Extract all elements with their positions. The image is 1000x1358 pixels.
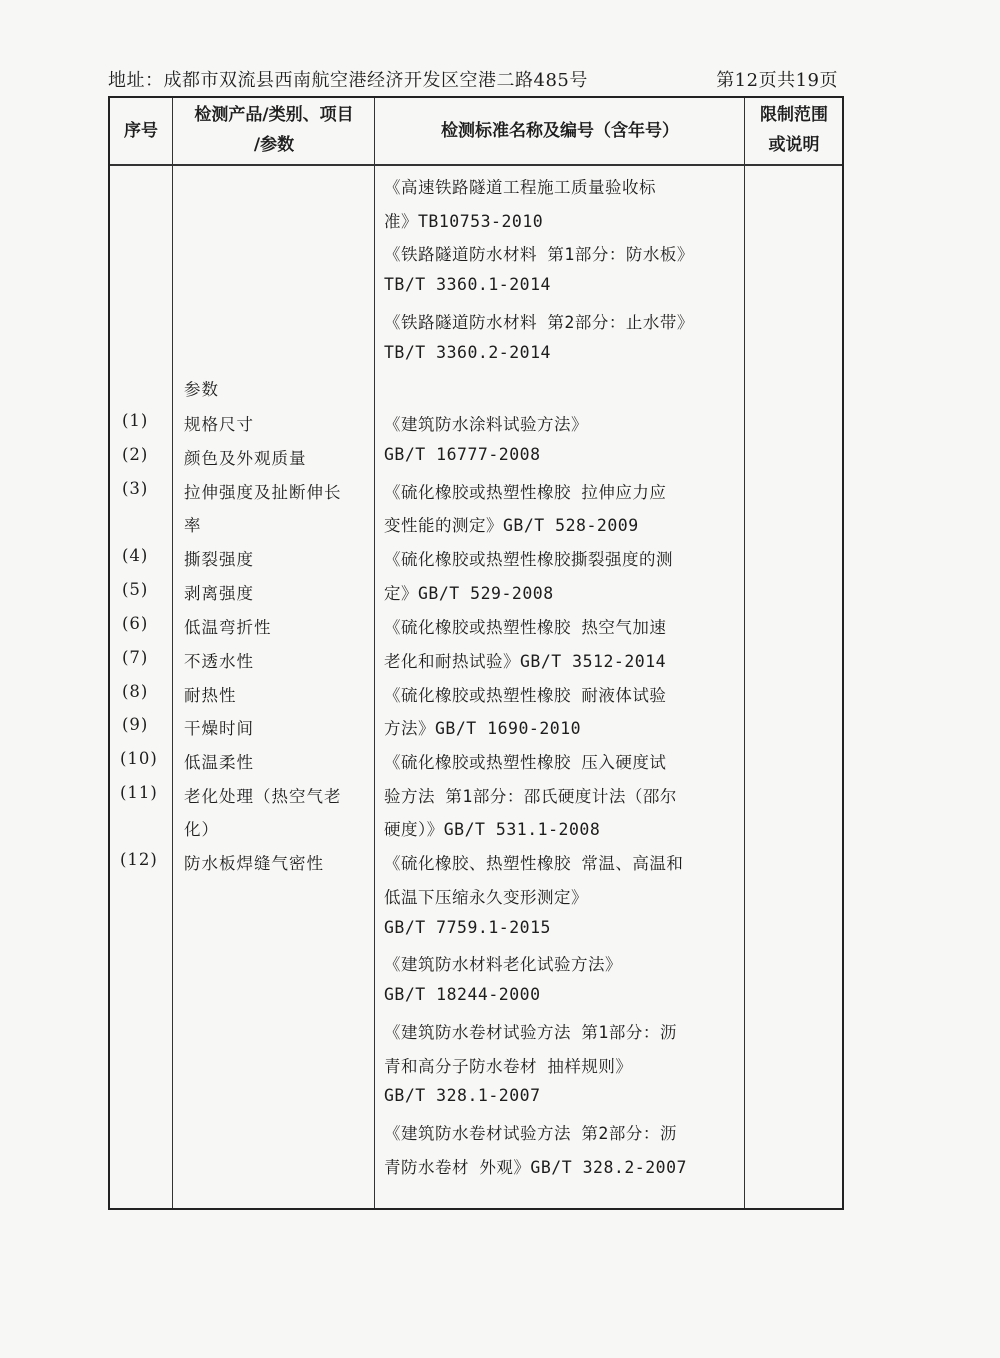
standard-line: GB/T 18244-2000: [384, 985, 541, 1004]
standard-line: TB/T 3360.2-2014: [384, 343, 551, 362]
item-name: 不透水性: [184, 652, 254, 671]
item-name: 低温弯折性: [184, 618, 272, 637]
col-header-limit-line2: 或说明: [768, 135, 820, 155]
item-name: 剥离强度: [184, 584, 254, 603]
standard-line: GB/T 7759.1-2015: [384, 918, 551, 937]
standard-line: 验方法 第1部分：邵氏硬度计法（邵尔: [384, 787, 677, 806]
standard-line: 定》GB/T 529-2008: [384, 584, 554, 603]
standard-line: 硬度）》GB/T 531.1-2008: [384, 820, 601, 839]
item-name: 干燥时间: [184, 719, 254, 738]
item-name: 老化处理（热空气老: [184, 787, 342, 806]
standard-line: 青和高分子防水卷材 抽样规则》: [384, 1057, 633, 1076]
standard-line: GB/T 16777-2008: [384, 445, 541, 464]
standard-line: 青防水卷材 外观》GB/T 328.2-2007: [384, 1158, 687, 1177]
item-name-cont: 率: [184, 516, 202, 535]
standard-line: 低温下压缩永久变形测定》: [384, 888, 588, 907]
col-header-item-line2: /参数: [253, 135, 295, 155]
standard-line: 变性能的测定》GB/T 528-2009: [384, 516, 639, 535]
header-divider: [110, 164, 842, 166]
test-scope-table: [108, 96, 844, 1210]
standard-line: 《硫化橡胶或热塑性橡胶 拉伸应力应: [384, 483, 667, 502]
col-header-no: 序号: [124, 121, 158, 141]
standard-line: GB/T 328.1-2007: [384, 1086, 541, 1105]
col-header-limit: 限制范围: [760, 105, 828, 125]
standard-line: TB/T 3360.1-2014: [384, 275, 551, 294]
item-name: 规格尺寸: [184, 415, 254, 434]
col-divider-3: [744, 98, 745, 1208]
standard-line: 《建筑防水材料老化试验方法》: [384, 955, 622, 974]
col-header-standard: 检测标准名称及编号（含年号）: [441, 121, 679, 141]
standard-line: 《建筑防水涂料试验方法》: [384, 415, 588, 434]
standard-line: 《硫化橡胶或热塑性橡胶 热空气加速: [384, 618, 667, 637]
page-header: [108, 64, 838, 94]
item-name: 撕裂强度: [184, 550, 254, 569]
standard-line: 《硫化橡胶或热塑性橡胶撕裂强度的测: [384, 550, 673, 569]
standard-line: 《硫化橡胶、热塑性橡胶 常温、高温和: [384, 854, 684, 873]
address-text: 地址：成都市双流县西南航空港经济开发区空港二路485号: [108, 70, 588, 91]
standard-line: 《铁路隧道防水材料 第1部分：防水板》: [384, 245, 694, 264]
item-no: (3): [122, 479, 149, 498]
col-divider-1: [172, 98, 173, 1208]
item-no: (10): [120, 749, 158, 768]
standard-line: 《铁路隧道防水材料 第2部分：止水带》: [384, 313, 694, 332]
col-divider-2: [374, 98, 375, 1208]
item-no: (2): [122, 445, 149, 464]
item-name: 低温柔性: [184, 753, 254, 772]
standard-line: 《硫化橡胶或热塑性橡胶 耐液体试验: [384, 686, 667, 705]
standard-line: 方法》GB/T 1690-2010: [384, 719, 582, 738]
item-no: (6): [122, 614, 149, 633]
standard-line: 《高速铁路隧道工程施工质量验收标: [384, 178, 656, 197]
item-no: (5): [122, 580, 149, 599]
item-name-cont: 化）: [184, 820, 219, 839]
col-header-item: 检测产品/类别、项目: [194, 105, 354, 125]
standard-line: 《硫化橡胶或热塑性橡胶 压入硬度试: [384, 753, 667, 772]
item-name: 颜色及外观质量: [184, 449, 307, 468]
item-no: (11): [120, 783, 158, 802]
standard-line: 《建筑防水卷材试验方法 第1部分：沥: [384, 1023, 677, 1042]
item-no: (9): [122, 715, 149, 734]
item-name: 拉伸强度及扯断伸长: [184, 483, 342, 502]
page-number: 第12页共19页: [716, 70, 838, 91]
item-no: (7): [122, 648, 149, 667]
standard-line: 老化和耐热试验》GB/T 3512-2014: [384, 652, 667, 671]
standard-line: 准》TB10753-2010: [384, 212, 544, 231]
item-name: 耐热性: [184, 686, 237, 705]
item-no: (12): [120, 850, 158, 869]
standard-line: 《建筑防水卷材试验方法 第2部分：沥: [384, 1124, 677, 1143]
item-no: (4): [122, 546, 149, 565]
item-name: 防水板焊缝气密性: [184, 854, 324, 873]
params-label: 参数: [184, 380, 219, 399]
item-no: (1): [122, 411, 149, 430]
item-no: (8): [122, 682, 149, 701]
